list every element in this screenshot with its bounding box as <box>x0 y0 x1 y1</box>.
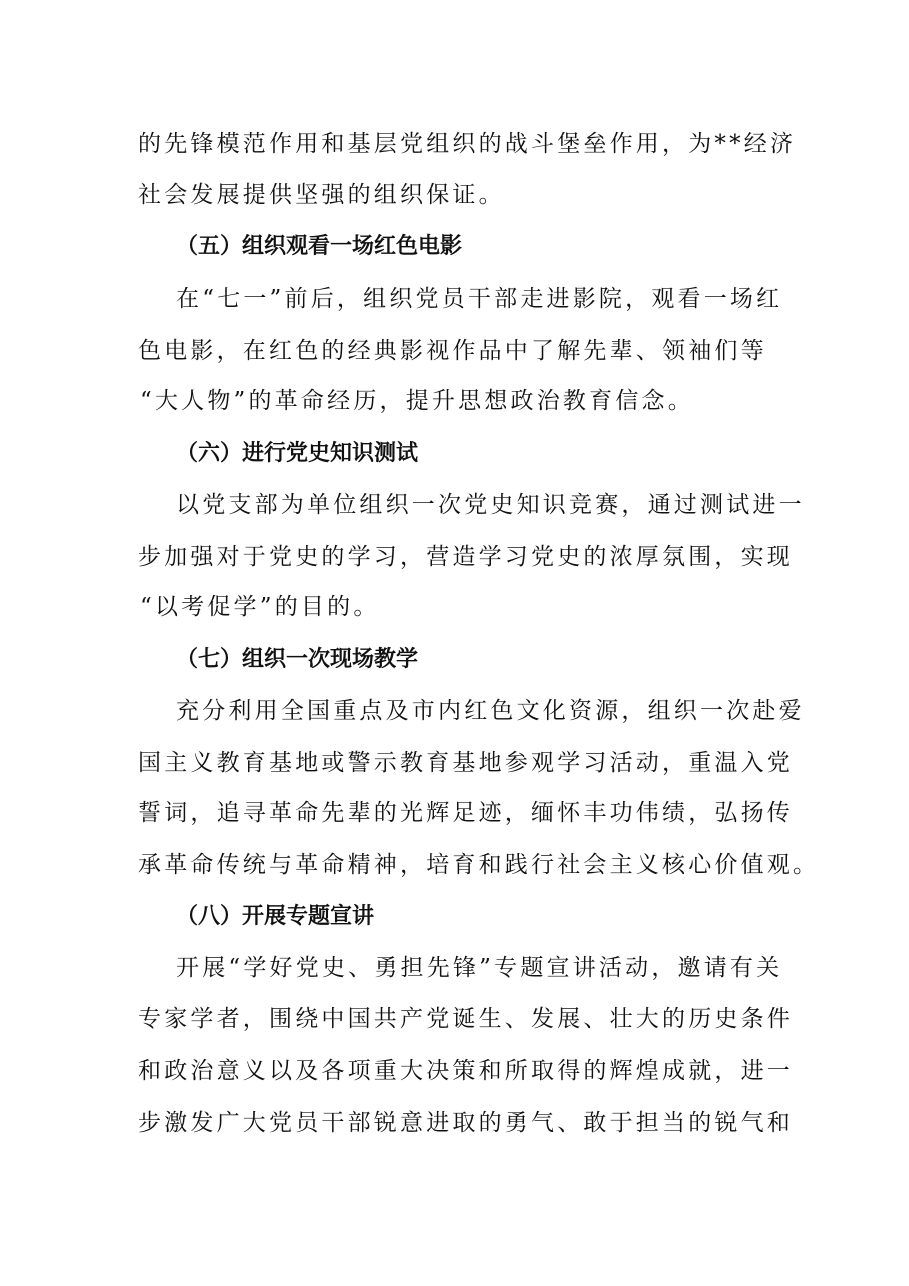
section-6-paragraph-line-3: “以考促学”的目的。 <box>140 594 380 620</box>
section-heading-7: （七）组织一次现场教学 <box>176 647 419 672</box>
section-5-paragraph-line-2: 色电影，在红色的经典影视作品中了解先辈、领袖们等 <box>138 338 767 364</box>
section-8-paragraph-line-4: 步激发广大党员干部锐意进取的勇气、敢于担当的锐气和 <box>138 1110 793 1136</box>
section-6-paragraph-line-2: 步加强对于党史的学习，营造学习党史的浓厚氛围，实现 <box>138 544 793 570</box>
section-5-paragraph-line-1: 在“七一”前后，组织党员干部走进影院，观看一场红 <box>176 286 783 312</box>
section-8-paragraph-line-1: 开展“学好党史、勇担先锋”专题宣讲活动，邀请有关 <box>176 955 783 981</box>
intro-paragraph-line-2: 社会发展提供坚强的组织保证。 <box>138 182 505 208</box>
section-5-paragraph-line-3: “大人物”的革命经历，提升思想政治教育信念。 <box>140 388 694 414</box>
section-8-paragraph-line-3: 和政治意义以及各项重大决策和所取得的辉煌成就，进一 <box>138 1058 793 1084</box>
section-7-paragraph-line-1: 充分利用全国重点及市内红色文化资源，组织一次赴爱 <box>176 698 805 724</box>
section-heading-5: （五）组织观看一场红色电影 <box>176 234 463 259</box>
section-8-paragraph-line-2: 专家学者，围绕中国共产党诞生、发展、壮大的历史条件 <box>138 1006 793 1032</box>
section-7-paragraph-line-4: 承革命传统与革命精神，培育和践行社会主义核心价值观。 <box>138 852 820 878</box>
intro-paragraph-line-1: 的先锋模范作用和基层党组织的战斗堡垒作用，为**经济 <box>138 131 797 157</box>
section-6-paragraph-line-1: 以党支部为单位组织一次党史知识竞赛，通过测试进一 <box>176 492 805 518</box>
section-7-paragraph-line-3: 誓词，追寻革命先辈的光辉足迹，缅怀丰功伟绩，弘扬传 <box>138 800 793 826</box>
section-7-paragraph-line-2: 国主义教育基地或警示教育基地参观学习活动，重温入党 <box>138 750 793 776</box>
section-heading-6: （六）进行党史知识测试 <box>176 441 419 466</box>
section-heading-8: （八）开展专题宣讲 <box>176 904 375 929</box>
